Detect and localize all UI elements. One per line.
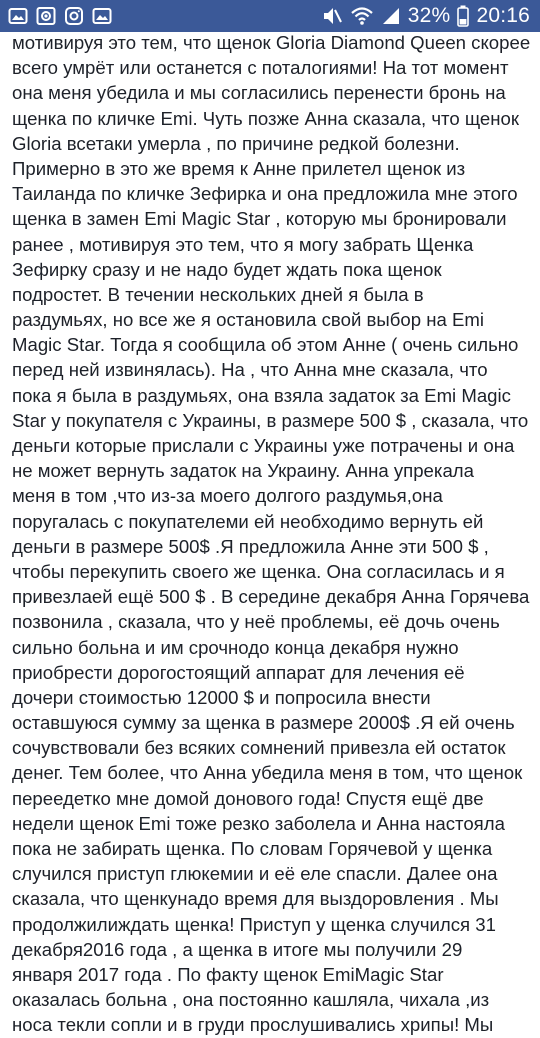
post-text-line: декабря2016 года , а щенка в итоге мы получили 29 — [12, 938, 463, 960]
post-text-line: случился приступ глюкемии и её еле спасли. Далее она — [12, 863, 498, 885]
post-text-line: оказалась больна , она постоянно кашляла, чихала ,из — [12, 989, 490, 1011]
post-text-line: дочери стоимостью 12000 $ и попросила внести — [12, 686, 431, 708]
post-text-line: Примерно в это же время к Анне прилетел щенок из — [12, 157, 466, 179]
signal-icon — [381, 6, 401, 26]
post-text-line: перед ней извинялась). На , что Анна мне сказала, что — [12, 359, 488, 381]
post-text-line: Таиланда по кличке Зефирка и она предложила мне этого — [12, 183, 518, 205]
post-text-line: пока не забирать щенка. По словам Горячевой у щенка — [12, 838, 493, 859]
clock: 20:16 — [476, 4, 530, 27]
battery-percent: 32% — [407, 4, 451, 27]
post-text-line: раздумьях, но все же я остановила свой выбор на Emi — [12, 309, 485, 331]
status-bar — [0, 0, 540, 32]
post-text-line: сказала, что щенкунадо время для выздоровления . Мы — [12, 888, 499, 910]
system-indicators — [321, 4, 530, 28]
post-text-line: Magic Star. Тогда я сообщила об этом Анне ( очень сильно — [12, 334, 519, 356]
post-text-line: не может вернуть задаток на Украину. Анна упрекала — [12, 460, 474, 482]
post-text-line: позвонила , сказала, что у неё проблемы, её дочь очень — [12, 611, 500, 633]
post-text-line: оставшуюся сумму за щенка в размере 2000$ .Я ей очень — [12, 712, 515, 734]
mute-icon — [321, 5, 343, 27]
image-icon — [92, 6, 112, 26]
post-text-line: носа текли сопли и в груди прослушивались хрипы! Мы — [12, 1014, 494, 1036]
post-text-line: меня в том ,что из-за моего долгого раздумья,она — [12, 485, 443, 507]
battery-icon — [457, 5, 469, 27]
post-text-line: сочувствовали без всяких сомнений привезла ей остаток — [12, 737, 506, 759]
post-text-line: января 2017 года . По факту щенок EmiMagic Star — [12, 963, 444, 985]
post-text-line: Зефирку сразу и не надо будет ждать пока щенок — [12, 258, 442, 280]
post-text-line: Gloria всетаки умерла , по причине редкой болезни. — [12, 132, 460, 154]
post-text-line: поругалась с покупателеми ей необходимо вернуть ей — [12, 510, 484, 532]
post-text-line: деньги в размере 500$ .Я предложила Анне эти 500 $ , — [12, 535, 489, 557]
post-text-line: щенка в замен Emi Magic Star , которую мы бронировали — [12, 208, 507, 230]
post-text-line: всего умрёт или останется с поталогиями! На тот момент — [12, 57, 509, 79]
gallery-icon — [8, 6, 28, 26]
post-text-line: приобрести дорогостоящий аппарат для лечения её — [12, 661, 465, 683]
post-text-line: переедетко мне домой донового года! Спустя ещё две — [12, 787, 484, 809]
post-text-line: Star у покупателя с Украины, в размере 500 $ , сказала, что — [12, 409, 529, 431]
post-text — [12, 30, 536, 1038]
post-text-line: недели щенок Emi тоже резко заболела и Анна настояла — [12, 812, 505, 834]
post-text-line: чтобы перекупить своего же щенка. Она согласилась и я — [12, 560, 505, 582]
post-text-line: сильно больна и им срочнодо конца декабря нужно — [12, 636, 459, 658]
wifi-icon — [350, 6, 374, 26]
instagram-icon — [64, 6, 84, 26]
post-text-line: мотивируя это тем, что щенок Gloria Diamond Queen скорее — [12, 32, 531, 53]
notification-icons — [8, 6, 112, 26]
post-text-line: ранее , мотивируя это тем, что я могу забрать Щенка — [12, 233, 474, 255]
post-text-line: привезлаей ещё 500 $ . В середине декабря Анна Горячева — [12, 586, 530, 608]
post-text-line: деньги которые прислали с Украины уже потрачены и она — [12, 435, 515, 456]
post-text-line: денег. Тем более, что Анна убедила меня в том, что щенок — [12, 762, 523, 784]
post-text-line: пока я была в раздумьях, она взяла задаток за Emi Magic — [12, 384, 511, 406]
post-text-line: подростет. В течении нескольких дней я была в — [12, 283, 424, 305]
post-text-line: щенка по кличке Emi. Чуть позже Анна сказала, что щенок — [12, 107, 520, 129]
camera-icon — [36, 6, 56, 26]
post-text-line: она меня убедила и мы согласились перенести бронь на — [12, 82, 506, 104]
post-text-line: продолжилиждать щенка! Приступ у щенка случился 31 — [12, 913, 496, 935]
